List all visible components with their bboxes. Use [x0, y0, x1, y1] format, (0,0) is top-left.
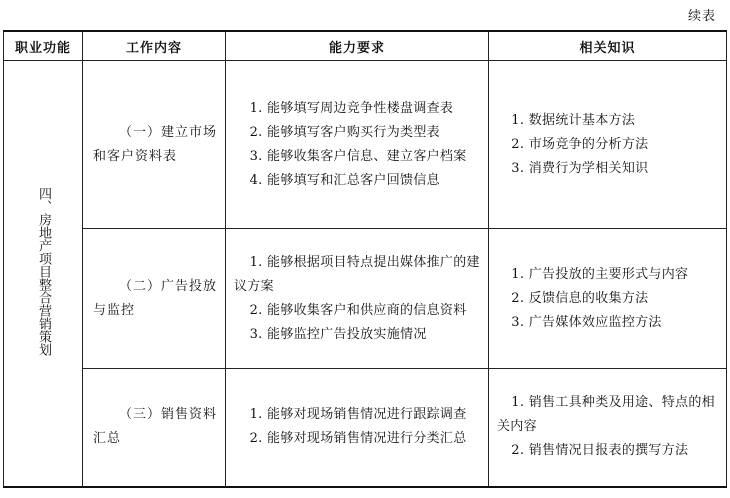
ability-item: 4. 能够填写和汇总客户回馈信息 [249, 172, 440, 188]
content-cell [83, 229, 226, 369]
ability-item: 3. 能够监控广告投放实施情况 [249, 326, 427, 342]
ability-item: 1. 能够根据项目特点提出媒体推广的建议方案 [234, 254, 480, 294]
function-name: 四、房地产项目整合营销策划 [36, 186, 51, 356]
ability-cell [226, 369, 489, 487]
knowledge-item: 1. 销售工具种类及用途、特点的相关内容 [497, 395, 715, 435]
ability-item: 2. 能够填写客户购买行为类型表 [249, 124, 440, 140]
ability-cell [226, 229, 489, 369]
knowledge-item: 2. 市场竞争的分析方法 [511, 136, 649, 152]
knowledge-item: 2. 销售情况日报表的撰写方法 [511, 443, 689, 459]
ability-item: 2. 能够对现场销售情况进行分类汇总 [249, 431, 467, 447]
ability-item: 3. 能够收集客户信息、建立客户档案 [249, 148, 467, 164]
header-row [4, 31, 727, 61]
table-row [4, 229, 727, 369]
knowledge-cell [489, 229, 727, 369]
content-text: （一）建立市场和客户资料表 [93, 124, 218, 164]
knowledge-item: 3. 消费行为学相关知识 [511, 160, 649, 176]
table-row [4, 61, 727, 229]
ability-item: 2. 能够收集客户和供应商的信息资料 [249, 302, 467, 318]
skills-table [3, 30, 727, 488]
content-text: （二）广告投放与监控 [93, 278, 218, 318]
knowledge-cell [489, 61, 727, 229]
content-text: （三）销售资料汇总 [93, 407, 218, 447]
ability-cell [226, 61, 489, 229]
header-knowledge: 相关知识 [489, 31, 727, 61]
ability-item: 1. 能够填写周边竞争性楼盘调查表 [249, 100, 454, 116]
table-row [4, 369, 727, 487]
header-function: 职业功能 [4, 31, 83, 61]
content-cell [83, 61, 226, 229]
table-caption: 续表 [687, 9, 716, 24]
function-cell [4, 61, 83, 487]
knowledge-item: 3. 广告媒体效应监控方法 [511, 314, 662, 330]
header-content: 工作内容 [83, 31, 226, 61]
knowledge-cell [489, 369, 727, 487]
ability-item: 1. 能够对现场销售情况进行跟踪调查 [249, 407, 467, 423]
knowledge-item: 1. 广告投放的主要形式与内容 [511, 266, 689, 282]
header-ability: 能力要求 [226, 31, 489, 61]
knowledge-item: 2. 反馈信息的收集方法 [511, 290, 649, 306]
content-cell [83, 369, 226, 487]
knowledge-item: 1. 数据统计基本方法 [511, 112, 636, 128]
